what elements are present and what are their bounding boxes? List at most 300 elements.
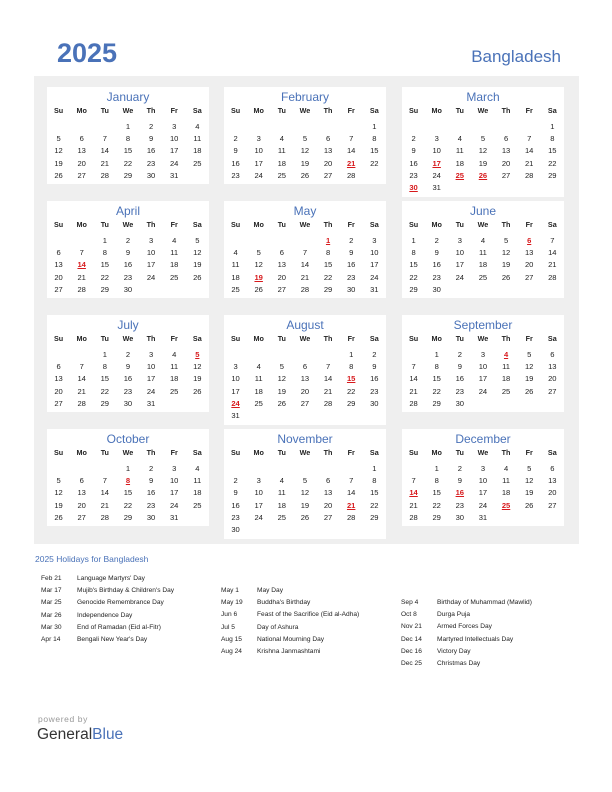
day-cell[interactable]: 27 (548, 386, 557, 396)
day-cell[interactable]: 3 (148, 235, 154, 245)
day-cell[interactable]: 31 (478, 512, 488, 522)
holiday-day-cell[interactable]: 19 (254, 272, 263, 282)
day-cell[interactable]: 10 (455, 248, 465, 258)
day-cell[interactable]: 10 (478, 476, 488, 486)
day-cell[interactable]: 6 (79, 134, 84, 144)
day-cell[interactable]: 24 (254, 512, 263, 522)
day-cell[interactable]: 25 (169, 272, 179, 282)
day-cell[interactable]: 27 (323, 512, 333, 522)
day-cell[interactable]: 18 (193, 488, 202, 498)
day-cell[interactable]: 3 (256, 134, 261, 144)
day-cell[interactable]: 3 (457, 235, 462, 245)
day-cell[interactable]: 30 (146, 512, 156, 522)
day-cell[interactable]: 1 (434, 463, 439, 473)
day-cell[interactable]: 8 (102, 362, 107, 372)
day-cell[interactable]: 19 (54, 500, 63, 510)
day-cell[interactable]: 18 (478, 260, 488, 270)
day-cell[interactable]: 9 (233, 488, 238, 498)
day-cell[interactable]: 24 (455, 272, 465, 282)
day-cell[interactable]: 27 (77, 170, 86, 180)
day-cell[interactable]: 15 (370, 488, 379, 498)
day-cell[interactable]: 1 (125, 463, 131, 473)
day-cell[interactable]: 10 (169, 476, 179, 486)
day-cell[interactable]: 18 (231, 272, 240, 282)
day-cell[interactable]: 10 (370, 248, 379, 258)
day-cell[interactable]: 22 (409, 272, 418, 282)
day-cell[interactable]: 11 (277, 146, 286, 156)
day-cell[interactable]: 13 (54, 260, 63, 270)
day-cell[interactable]: 20 (54, 272, 63, 282)
day-cell[interactable]: 3 (172, 463, 177, 473)
day-cell[interactable]: 8 (434, 362, 439, 372)
day-cell[interactable]: 5 (527, 349, 532, 359)
day-cell[interactable]: 28 (548, 272, 557, 282)
day-cell[interactable]: 19 (524, 488, 534, 498)
day-cell[interactable]: 23 (370, 386, 379, 396)
day-cell[interactable]: 9 (148, 476, 154, 486)
day-cell[interactable]: 28 (346, 512, 356, 522)
day-cell[interactable]: 5 (56, 134, 61, 144)
day-cell[interactable]: 12 (478, 146, 488, 156)
day-cell[interactable]: 1 (372, 121, 377, 131)
day-cell[interactable]: 2 (233, 134, 238, 144)
day-cell[interactable]: 4 (172, 349, 177, 359)
day-cell[interactable]: 20 (277, 272, 287, 282)
day-cell[interactable]: 16 (231, 158, 240, 168)
day-cell[interactable]: 3 (434, 134, 439, 144)
day-cell[interactable]: 2 (457, 463, 462, 473)
day-cell[interactable]: 9 (457, 362, 462, 372)
day-cell[interactable]: 3 (480, 349, 486, 359)
day-cell[interactable]: 19 (54, 158, 63, 168)
day-cell[interactable]: 4 (233, 248, 238, 258)
day-cell[interactable]: 17 (146, 374, 156, 384)
day-cell[interactable]: 29 (123, 512, 133, 522)
day-cell[interactable]: 23 (432, 272, 441, 282)
day-cell[interactable]: 21 (409, 500, 418, 510)
day-cell[interactable]: 28 (77, 398, 86, 408)
day-cell[interactable]: 24 (432, 170, 441, 180)
day-cell[interactable]: 6 (325, 476, 331, 486)
day-cell[interactable]: 30 (123, 284, 133, 294)
day-cell[interactable]: 22 (370, 500, 379, 510)
day-cell[interactable]: 16 (123, 374, 133, 384)
day-cell[interactable]: 24 (478, 386, 488, 396)
day-cell[interactable]: 10 (432, 146, 441, 156)
day-cell[interactable]: 25 (231, 284, 240, 294)
day-cell[interactable]: 5 (302, 134, 308, 144)
day-cell[interactable]: 19 (300, 500, 310, 510)
day-cell[interactable]: 25 (193, 158, 202, 168)
day-cell[interactable]: 20 (300, 386, 310, 396)
day-cell[interactable]: 3 (256, 476, 261, 486)
day-cell[interactable]: 28 (346, 170, 356, 180)
day-cell[interactable]: 20 (54, 386, 63, 396)
day-cell[interactable]: 10 (146, 248, 156, 258)
day-cell[interactable]: 9 (434, 248, 439, 258)
day-cell[interactable]: 10 (254, 146, 263, 156)
day-cell[interactable]: 2 (349, 235, 354, 245)
day-cell[interactable]: 9 (411, 146, 416, 156)
day-cell[interactable]: 7 (411, 362, 416, 372)
day-cell[interactable]: 30 (146, 170, 156, 180)
day-cell[interactable]: 9 (148, 134, 154, 144)
day-cell[interactable]: 28 (409, 398, 418, 408)
day-cell[interactable]: 12 (277, 374, 287, 384)
day-cell[interactable]: 3 (372, 235, 377, 245)
day-cell[interactable]: 12 (54, 488, 63, 498)
day-cell[interactable]: 14 (346, 146, 356, 156)
day-cell[interactable]: 28 (323, 398, 333, 408)
day-cell[interactable]: 9 (125, 362, 131, 372)
day-cell[interactable]: 17 (231, 386, 240, 396)
day-cell[interactable]: 23 (409, 170, 418, 180)
day-cell[interactable]: 1 (102, 235, 107, 245)
day-cell[interactable]: 10 (478, 362, 488, 372)
day-cell[interactable]: 23 (123, 272, 133, 282)
day-cell[interactable]: 15 (323, 260, 333, 270)
day-cell[interactable]: 14 (548, 248, 557, 258)
day-cell[interactable]: 20 (323, 500, 333, 510)
day-cell[interactable]: 23 (146, 158, 156, 168)
day-cell[interactable]: 27 (524, 272, 534, 282)
day-cell[interactable]: 13 (323, 488, 333, 498)
day-cell[interactable]: 16 (370, 374, 379, 384)
day-cell[interactable]: 21 (323, 386, 333, 396)
holiday-day-cell[interactable]: 4 (503, 349, 509, 359)
day-cell[interactable]: 8 (125, 134, 131, 144)
day-cell[interactable]: 25 (169, 386, 179, 396)
day-cell[interactable]: 20 (548, 374, 557, 384)
day-cell[interactable]: 5 (195, 235, 200, 245)
day-cell[interactable]: 22 (432, 386, 441, 396)
day-cell[interactable]: 29 (323, 284, 333, 294)
day-cell[interactable]: 12 (254, 260, 263, 270)
day-cell[interactable]: 30 (455, 398, 465, 408)
day-cell[interactable]: 14 (346, 488, 356, 498)
day-cell[interactable]: 12 (300, 488, 310, 498)
day-cell[interactable]: 18 (169, 260, 179, 270)
day-cell[interactable]: 20 (548, 488, 557, 498)
day-cell[interactable]: 7 (527, 134, 532, 144)
day-cell[interactable]: 24 (169, 500, 179, 510)
day-cell[interactable]: 17 (254, 158, 263, 168)
day-cell[interactable]: 4 (457, 134, 462, 144)
day-cell[interactable]: 12 (501, 248, 511, 258)
day-cell[interactable]: 7 (550, 235, 555, 245)
day-cell[interactable]: 24 (146, 386, 156, 396)
day-cell[interactable]: 11 (502, 362, 510, 372)
day-cell[interactable]: 31 (432, 183, 441, 193)
day-cell[interactable]: 7 (102, 476, 107, 486)
day-cell[interactable]: 12 (193, 248, 202, 258)
day-cell[interactable]: 3 (172, 121, 177, 131)
day-cell[interactable]: 22 (123, 158, 133, 168)
day-cell[interactable]: 26 (501, 272, 511, 282)
day-cell[interactable]: 13 (54, 374, 63, 384)
day-cell[interactable]: 6 (550, 463, 555, 473)
day-cell[interactable]: 14 (524, 146, 534, 156)
day-cell[interactable]: 6 (56, 248, 61, 258)
day-cell[interactable]: 22 (100, 272, 110, 282)
day-cell[interactable]: 31 (169, 170, 179, 180)
day-cell[interactable]: 8 (325, 248, 331, 258)
day-cell[interactable]: 19 (193, 260, 202, 270)
day-cell[interactable]: 14 (323, 374, 333, 384)
holiday-day-cell[interactable]: 26 (478, 170, 488, 180)
day-cell[interactable]: 22 (370, 158, 379, 168)
day-cell[interactable]: 10 (146, 362, 156, 372)
day-cell[interactable]: 28 (300, 284, 310, 294)
day-cell[interactable]: 23 (231, 170, 240, 180)
day-cell[interactable]: 6 (325, 134, 331, 144)
day-cell[interactable]: 7 (302, 248, 308, 258)
day-cell[interactable]: 7 (79, 362, 84, 372)
day-cell[interactable]: 25 (501, 386, 511, 396)
day-cell[interactable]: 7 (349, 134, 354, 144)
day-cell[interactable]: 2 (148, 121, 154, 131)
day-cell[interactable]: 8 (411, 248, 416, 258)
day-cell[interactable]: 5 (279, 362, 284, 372)
day-cell[interactable]: 13 (77, 146, 86, 156)
day-cell[interactable]: 30 (432, 284, 441, 294)
day-cell[interactable]: 28 (77, 284, 86, 294)
day-cell[interactable]: 18 (254, 386, 263, 396)
day-cell[interactable]: 20 (524, 260, 534, 270)
day-cell[interactable]: 6 (550, 349, 555, 359)
day-cell[interactable]: 2 (233, 476, 238, 486)
holiday-day-cell[interactable]: 5 (195, 349, 200, 359)
day-cell[interactable]: 18 (193, 146, 202, 156)
day-cell[interactable]: 19 (193, 374, 202, 384)
day-cell[interactable]: 20 (77, 500, 86, 510)
day-cell[interactable]: 5 (256, 248, 261, 258)
holiday-day-cell[interactable]: 14 (77, 260, 86, 270)
day-cell[interactable]: 17 (169, 488, 179, 498)
day-cell[interactable]: 1 (102, 349, 107, 359)
day-cell[interactable]: 21 (409, 386, 418, 396)
day-cell[interactable]: 3 (148, 349, 154, 359)
day-cell[interactable]: 7 (349, 476, 354, 486)
day-cell[interactable]: 5 (302, 476, 308, 486)
day-cell[interactable]: 29 (123, 170, 133, 180)
day-cell[interactable]: 26 (54, 170, 63, 180)
day-cell[interactable]: 29 (432, 512, 441, 522)
day-cell[interactable]: 23 (146, 500, 156, 510)
day-cell[interactable]: 16 (409, 158, 418, 168)
day-cell[interactable]: 23 (231, 512, 240, 522)
day-cell[interactable]: 11 (455, 146, 464, 156)
day-cell[interactable]: 11 (502, 476, 510, 486)
day-cell[interactable]: 12 (524, 362, 534, 372)
day-cell[interactable]: 2 (411, 134, 416, 144)
day-cell[interactable]: 3 (233, 362, 238, 372)
day-cell[interactable]: 2 (148, 463, 154, 473)
day-cell[interactable]: 17 (254, 500, 263, 510)
day-cell[interactable]: 27 (54, 398, 63, 408)
day-cell[interactable]: 16 (146, 488, 156, 498)
day-cell[interactable]: 17 (478, 374, 488, 384)
day-cell[interactable]: 1 (550, 121, 555, 131)
day-cell[interactable]: 6 (56, 362, 61, 372)
day-cell[interactable]: 26 (254, 284, 263, 294)
day-cell[interactable]: 23 (455, 386, 465, 396)
day-cell[interactable]: 13 (323, 146, 333, 156)
day-cell[interactable]: 13 (77, 488, 86, 498)
day-cell[interactable]: 18 (277, 158, 287, 168)
day-cell[interactable]: 23 (123, 386, 133, 396)
day-cell[interactable]: 2 (434, 235, 439, 245)
day-cell[interactable]: 24 (169, 158, 179, 168)
day-cell[interactable]: 4 (195, 463, 200, 473)
day-cell[interactable]: 26 (193, 272, 202, 282)
day-cell[interactable]: 9 (457, 476, 462, 486)
day-cell[interactable]: 20 (501, 158, 511, 168)
day-cell[interactable]: 26 (524, 500, 534, 510)
day-cell[interactable]: 28 (524, 170, 534, 180)
day-cell[interactable]: 15 (432, 374, 441, 384)
day-cell[interactable]: 11 (170, 362, 179, 372)
day-cell[interactable]: 3 (480, 463, 486, 473)
day-cell[interactable]: 29 (100, 284, 110, 294)
day-cell[interactable]: 21 (100, 500, 110, 510)
day-cell[interactable]: 4 (195, 121, 200, 131)
holiday-day-cell[interactable]: 25 (455, 170, 465, 180)
day-cell[interactable]: 7 (102, 134, 107, 144)
holiday-day-cell[interactable]: 8 (125, 476, 131, 486)
holiday-day-cell[interactable]: 14 (409, 488, 418, 498)
day-cell[interactable]: 27 (54, 284, 63, 294)
day-cell[interactable]: 26 (300, 170, 310, 180)
day-cell[interactable]: 17 (169, 146, 179, 156)
day-cell[interactable]: 19 (524, 374, 534, 384)
day-cell[interactable]: 17 (478, 488, 488, 498)
day-cell[interactable]: 8 (434, 476, 439, 486)
day-cell[interactable]: 26 (524, 386, 534, 396)
day-cell[interactable]: 12 (193, 362, 202, 372)
day-cell[interactable]: 10 (231, 374, 240, 384)
day-cell[interactable]: 16 (231, 500, 240, 510)
day-cell[interactable]: 7 (411, 476, 416, 486)
day-cell[interactable]: 11 (277, 488, 286, 498)
day-cell[interactable]: 12 (54, 146, 63, 156)
day-cell[interactable]: 7 (79, 248, 84, 258)
holiday-day-cell[interactable]: 21 (346, 158, 356, 168)
day-cell[interactable]: 5 (527, 463, 532, 473)
day-cell[interactable]: 22 (323, 272, 333, 282)
day-cell[interactable]: 18 (169, 374, 179, 384)
day-cell[interactable]: 21 (548, 260, 557, 270)
day-cell[interactable]: 20 (77, 158, 86, 168)
day-cell[interactable]: 21 (300, 272, 310, 282)
day-cell[interactable]: 29 (409, 284, 418, 294)
day-cell[interactable]: 8 (550, 134, 555, 144)
day-cell[interactable]: 24 (254, 170, 263, 180)
day-cell[interactable]: 4 (279, 134, 284, 144)
day-cell[interactable]: 8 (372, 134, 377, 144)
holiday-day-cell[interactable]: 6 (527, 235, 532, 245)
day-cell[interactable]: 21 (77, 386, 86, 396)
day-cell[interactable]: 6 (79, 476, 84, 486)
day-cell[interactable]: 15 (123, 488, 133, 498)
day-cell[interactable]: 27 (277, 284, 287, 294)
day-cell[interactable]: 8 (102, 248, 107, 258)
day-cell[interactable]: 25 (277, 512, 287, 522)
day-cell[interactable]: 1 (125, 121, 131, 131)
day-cell[interactable]: 29 (346, 398, 356, 408)
day-cell[interactable]: 30 (231, 525, 240, 535)
day-cell[interactable]: 14 (77, 374, 86, 384)
holiday-day-cell[interactable]: 17 (432, 158, 441, 168)
day-cell[interactable]: 30 (455, 512, 465, 522)
day-cell[interactable]: 29 (100, 398, 110, 408)
day-cell[interactable]: 14 (300, 260, 310, 270)
day-cell[interactable]: 29 (370, 512, 379, 522)
day-cell[interactable]: 26 (300, 512, 310, 522)
day-cell[interactable]: 4 (256, 362, 261, 372)
day-cell[interactable]: 11 (254, 374, 263, 384)
day-cell[interactable]: 2 (372, 349, 377, 359)
day-cell[interactable]: 30 (346, 284, 356, 294)
day-cell[interactable]: 14 (409, 374, 418, 384)
day-cell[interactable]: 13 (524, 248, 534, 258)
day-cell[interactable]: 25 (254, 398, 263, 408)
day-cell[interactable]: 11 (193, 476, 202, 486)
holiday-day-cell[interactable]: 24 (231, 398, 240, 408)
day-cell[interactable]: 17 (146, 260, 156, 270)
day-cell[interactable]: 27 (501, 170, 511, 180)
day-cell[interactable]: 15 (100, 260, 110, 270)
day-cell[interactable]: 27 (548, 500, 557, 510)
day-cell[interactable]: 1 (434, 349, 439, 359)
day-cell[interactable]: 22 (346, 386, 356, 396)
day-cell[interactable]: 8 (349, 362, 354, 372)
day-cell[interactable]: 23 (346, 272, 356, 282)
day-cell[interactable]: 31 (231, 411, 240, 421)
day-cell[interactable]: 26 (193, 386, 202, 396)
day-cell[interactable]: 13 (548, 362, 557, 372)
day-cell[interactable]: 17 (455, 260, 465, 270)
day-cell[interactable]: 31 (146, 398, 156, 408)
day-cell[interactable]: 15 (100, 374, 110, 384)
day-cell[interactable]: 19 (277, 386, 287, 396)
day-cell[interactable]: 16 (146, 146, 156, 156)
day-cell[interactable]: 4 (172, 235, 177, 245)
day-cell[interactable]: 31 (169, 512, 179, 522)
day-cell[interactable]: 4 (279, 476, 284, 486)
day-cell[interactable]: 19 (300, 158, 310, 168)
day-cell[interactable]: 25 (478, 272, 488, 282)
day-cell[interactable]: 12 (524, 476, 534, 486)
holiday-day-cell[interactable]: 16 (455, 488, 465, 498)
day-cell[interactable]: 30 (370, 398, 379, 408)
day-cell[interactable]: 18 (277, 500, 287, 510)
day-cell[interactable]: 15 (370, 146, 379, 156)
day-cell[interactable]: 15 (548, 146, 557, 156)
day-cell[interactable]: 30 (123, 398, 133, 408)
day-cell[interactable]: 10 (254, 488, 263, 498)
day-cell[interactable]: 26 (277, 398, 287, 408)
day-cell[interactable]: 15 (432, 488, 441, 498)
day-cell[interactable]: 25 (277, 170, 287, 180)
day-cell[interactable]: 13 (501, 146, 511, 156)
day-cell[interactable]: 5 (480, 134, 486, 144)
day-cell[interactable]: 6 (503, 134, 509, 144)
day-cell[interactable]: 28 (100, 512, 110, 522)
day-cell[interactable]: 11 (193, 134, 202, 144)
day-cell[interactable]: 7 (325, 362, 331, 372)
day-cell[interactable]: 22 (123, 500, 133, 510)
